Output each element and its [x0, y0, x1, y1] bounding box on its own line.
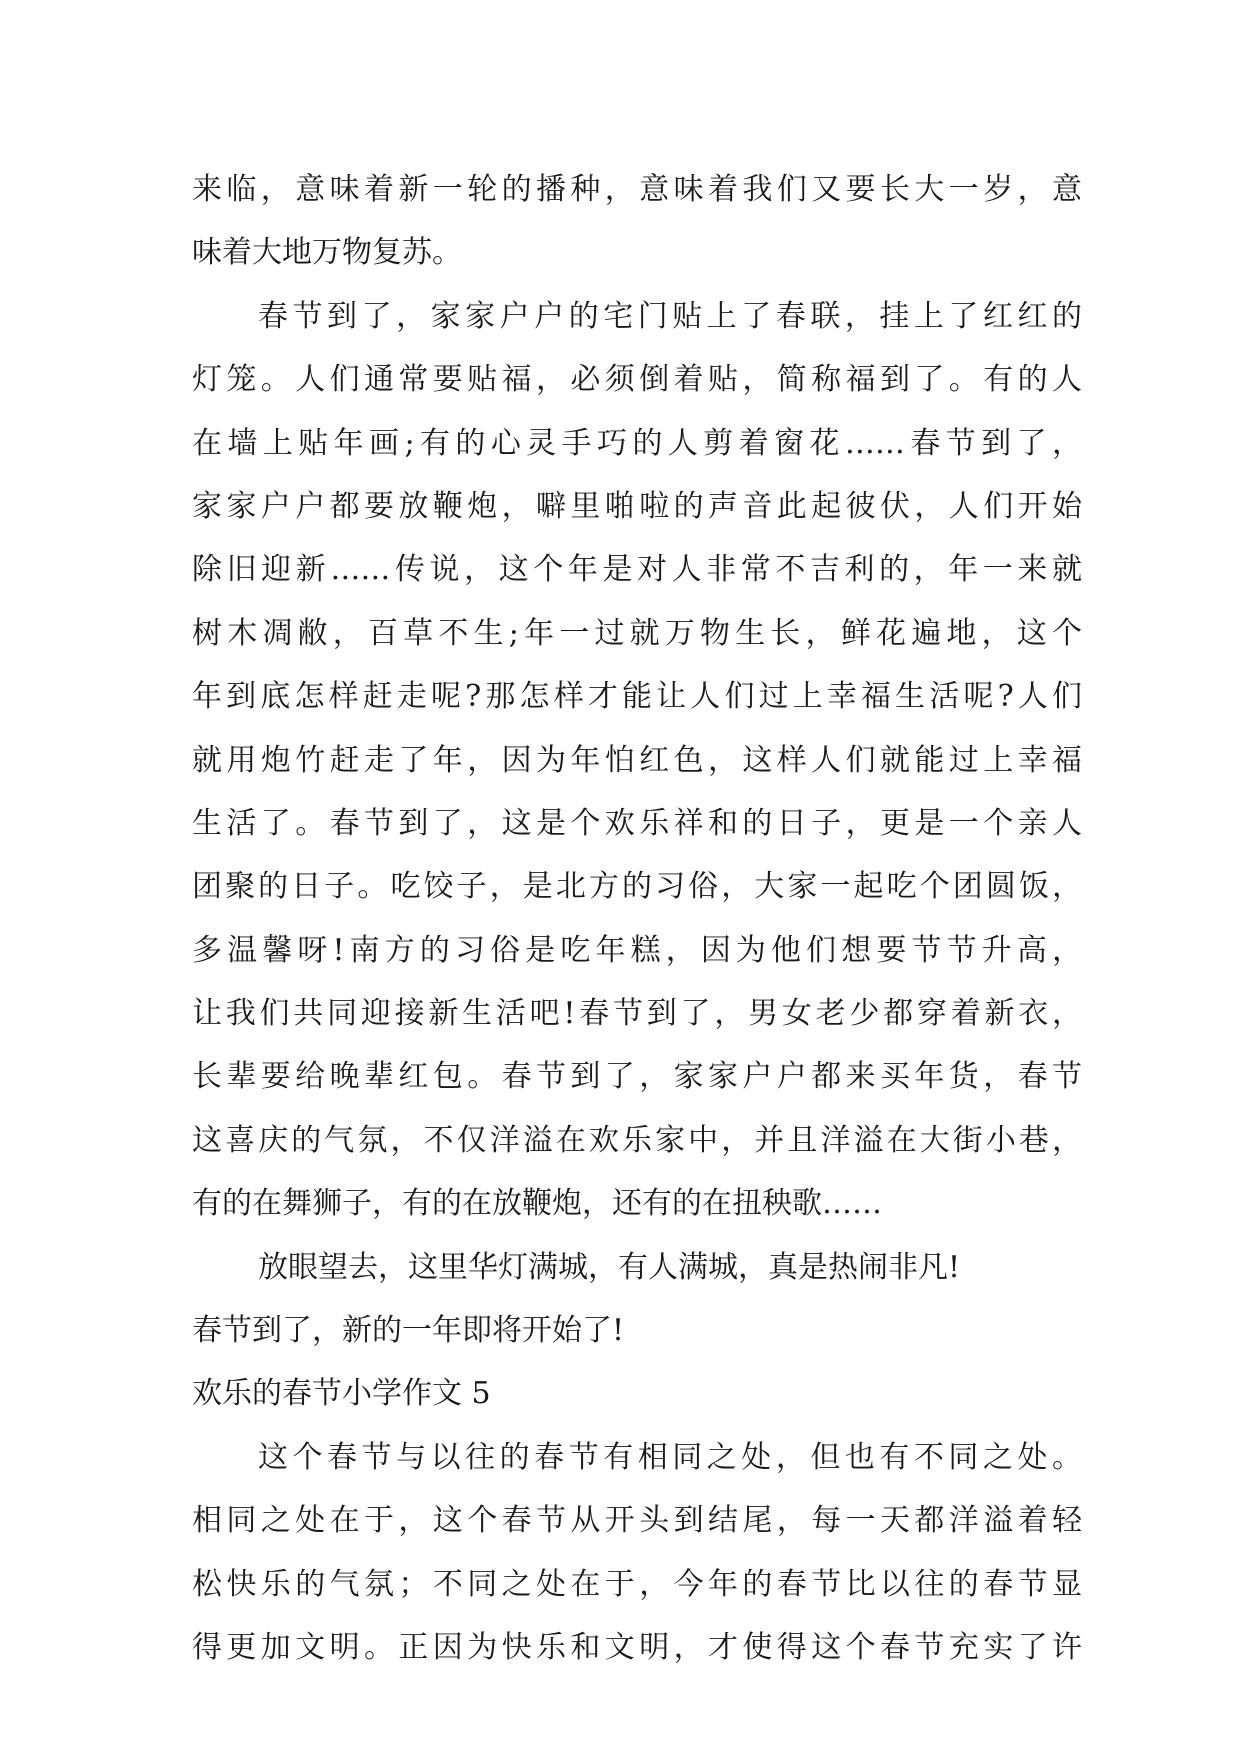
- paragraph-line: 树木凋敝，百草不生;年一过就万物生长，鲜花遍地，这个: [192, 615, 1082, 651]
- paragraph-line: 这个春节与以往的春节有相同之处，但也有不同之处。: [258, 1439, 1082, 1475]
- paragraph-line: 让我们共同迎接新生活吧!春节到了，男女老少都穿着新衣，: [192, 996, 1082, 1032]
- paragraph-line: 春节到了，家家户户的宅门贴上了春联，挂上了红红的: [258, 298, 1082, 334]
- paragraph-line: 这喜庆的气氛，不仅洋溢在欢乐家中，并且洋溢在大街小巷，: [192, 1122, 1082, 1158]
- paragraph-line: 除旧迎新……传说，这个年是对人非常不吉利的，年一来就: [192, 552, 1082, 588]
- paragraph-line: 春节到了，新的一年即将开始了!: [192, 1313, 625, 1349]
- paragraph-line: 相同之处在于，这个春节从开头到结尾，每一天都洋溢着轻: [192, 1503, 1082, 1539]
- paragraph-line: 放眼望去，这里华灯满城，有人满城，真是热闹非凡!: [258, 1249, 961, 1285]
- paragraph-line: 多温馨呀!南方的习俗是吃年糕，因为他们想要节节升高，: [192, 932, 1082, 968]
- paragraph-line: 松快乐的气氛；不同之处在于，今年的春节比以往的春节显: [192, 1566, 1082, 1602]
- paragraph-line: 长辈要给晚辈红包。春节到了，家家户户都来买年货，春节: [192, 1059, 1082, 1095]
- document-body: [192, 158, 1082, 1679]
- paragraph-line: 得更加文明。正因为快乐和文明，才使得这个春节充实了许: [192, 1629, 1082, 1665]
- paragraph-line: 就用炮竹赶走了年，因为年怕红色，这样人们就能过上幸福: [192, 742, 1082, 778]
- paragraph-line: 年到底怎样赶走呢?那怎样才能让人们过上幸福生活呢?人们: [192, 679, 1082, 715]
- paragraph-line: 灯笼。人们通常要贴福，必须倒着贴，简称福到了。有的人: [192, 362, 1082, 398]
- paragraph-line: 在墙上贴年画;有的心灵手巧的人剪着窗花……春节到了，: [192, 425, 1082, 461]
- section-heading: 欢乐的春节小学作文 5: [192, 1376, 491, 1412]
- paragraph-line: 家家户户都要放鞭炮，噼里啪啦的声音此起彼伏，人们开始: [192, 488, 1082, 524]
- paragraph-line: 生活了。春节到了，这是个欢乐祥和的日子，更是一个亲人: [192, 805, 1082, 841]
- paragraph-line: 有的在舞狮子，有的在放鞭炮，还有的在扭秧歌……: [192, 1186, 882, 1222]
- paragraph-line: 来临，意味着新一轮的播种，意味着我们又要长大一岁，意: [192, 172, 1082, 207]
- paragraph-line: 味着大地万物复苏。: [192, 235, 462, 271]
- paragraph-line: 团聚的日子。吃饺子，是北方的习俗，大家一起吃个团圆饭，: [192, 869, 1082, 905]
